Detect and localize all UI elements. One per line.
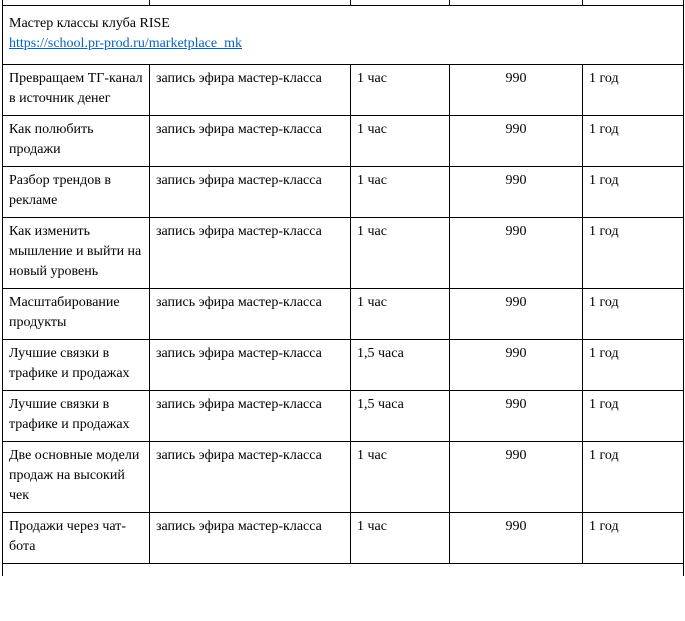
course-name-cell: Превращаем ТГ-канал в источник денег (3, 65, 150, 116)
table-row (3, 289, 684, 340)
format-cell: запись эфира мастер-класса (150, 442, 351, 513)
section-header-cell (3, 6, 684, 65)
table-row (3, 340, 684, 391)
table-row (3, 65, 684, 116)
price-cell: 990 (450, 442, 583, 513)
access-period-cell: 1 год (583, 167, 684, 218)
price-cell: 990 (450, 513, 583, 564)
price-cell: 990 (450, 116, 583, 167)
course-name-cell: Как полюбить продажи (3, 116, 150, 167)
access-period-cell: 1 год (583, 391, 684, 442)
table-row (3, 513, 684, 564)
duration-cell: 1 час (351, 442, 450, 513)
format-cell: запись эфира мастер-класса (150, 218, 351, 289)
table-row (3, 218, 684, 289)
access-period-cell: 1 год (583, 218, 684, 289)
next-row-stub (3, 564, 684, 577)
access-period-cell: 1 год (583, 65, 684, 116)
price-cell: 990 (450, 289, 583, 340)
format-cell: запись эфира мастер-класса (150, 116, 351, 167)
section-title: Мастер классы клуба RISE (9, 16, 170, 31)
duration-cell: 1 час (351, 65, 450, 116)
format-cell: запись эфира мастер-класса (150, 65, 351, 116)
masterclass-table (2, 0, 684, 576)
format-cell: запись эфира мастер-класса (150, 167, 351, 218)
access-period-cell: 1 год (583, 116, 684, 167)
format-cell: запись эфира мастер-класса (150, 289, 351, 340)
duration-cell: 1 час (351, 513, 450, 564)
course-name-cell: Лучшие связки в трафике и продажах (3, 340, 150, 391)
course-name-cell: Продажи через чат-бота (3, 513, 150, 564)
access-period-cell: 1 год (583, 513, 684, 564)
table-row (3, 391, 684, 442)
course-name-cell: Лучшие связки в трафике и продажах (3, 391, 150, 442)
duration-cell: 1,5 часа (351, 340, 450, 391)
duration-cell: 1 час (351, 116, 450, 167)
course-name-cell: Масштабирование продукты (3, 289, 150, 340)
duration-cell: 1 час (351, 167, 450, 218)
price-cell: 990 (450, 391, 583, 442)
duration-cell: 1 час (351, 289, 450, 340)
access-period-cell: 1 год (583, 289, 684, 340)
format-cell: запись эфира мастер-класса (150, 340, 351, 391)
course-name-cell: Разбор трендов в рекламе (3, 167, 150, 218)
duration-cell: 1,5 часа (351, 391, 450, 442)
price-cell: 990 (450, 340, 583, 391)
access-period-cell: 1 год (583, 442, 684, 513)
format-cell: запись эфира мастер-класса (150, 513, 351, 564)
table-row (3, 116, 684, 167)
price-cell: 990 (450, 65, 583, 116)
table-row (3, 167, 684, 218)
course-name-cell: Две основные модели продаж на высокий чек (3, 442, 150, 513)
duration-cell: 1 час (351, 218, 450, 289)
access-period-cell: 1 год (583, 340, 684, 391)
section-link[interactable]: https://school.pr-prod.ru/marketplace_mk (9, 36, 242, 51)
table-row (3, 442, 684, 513)
price-cell: 990 (450, 167, 583, 218)
course-name-cell: Как изменить мышление и выйти на новый уровень (3, 218, 150, 289)
section-header-row (3, 6, 684, 65)
price-cell: 990 (450, 218, 583, 289)
format-cell: запись эфира мастер-класса (150, 391, 351, 442)
